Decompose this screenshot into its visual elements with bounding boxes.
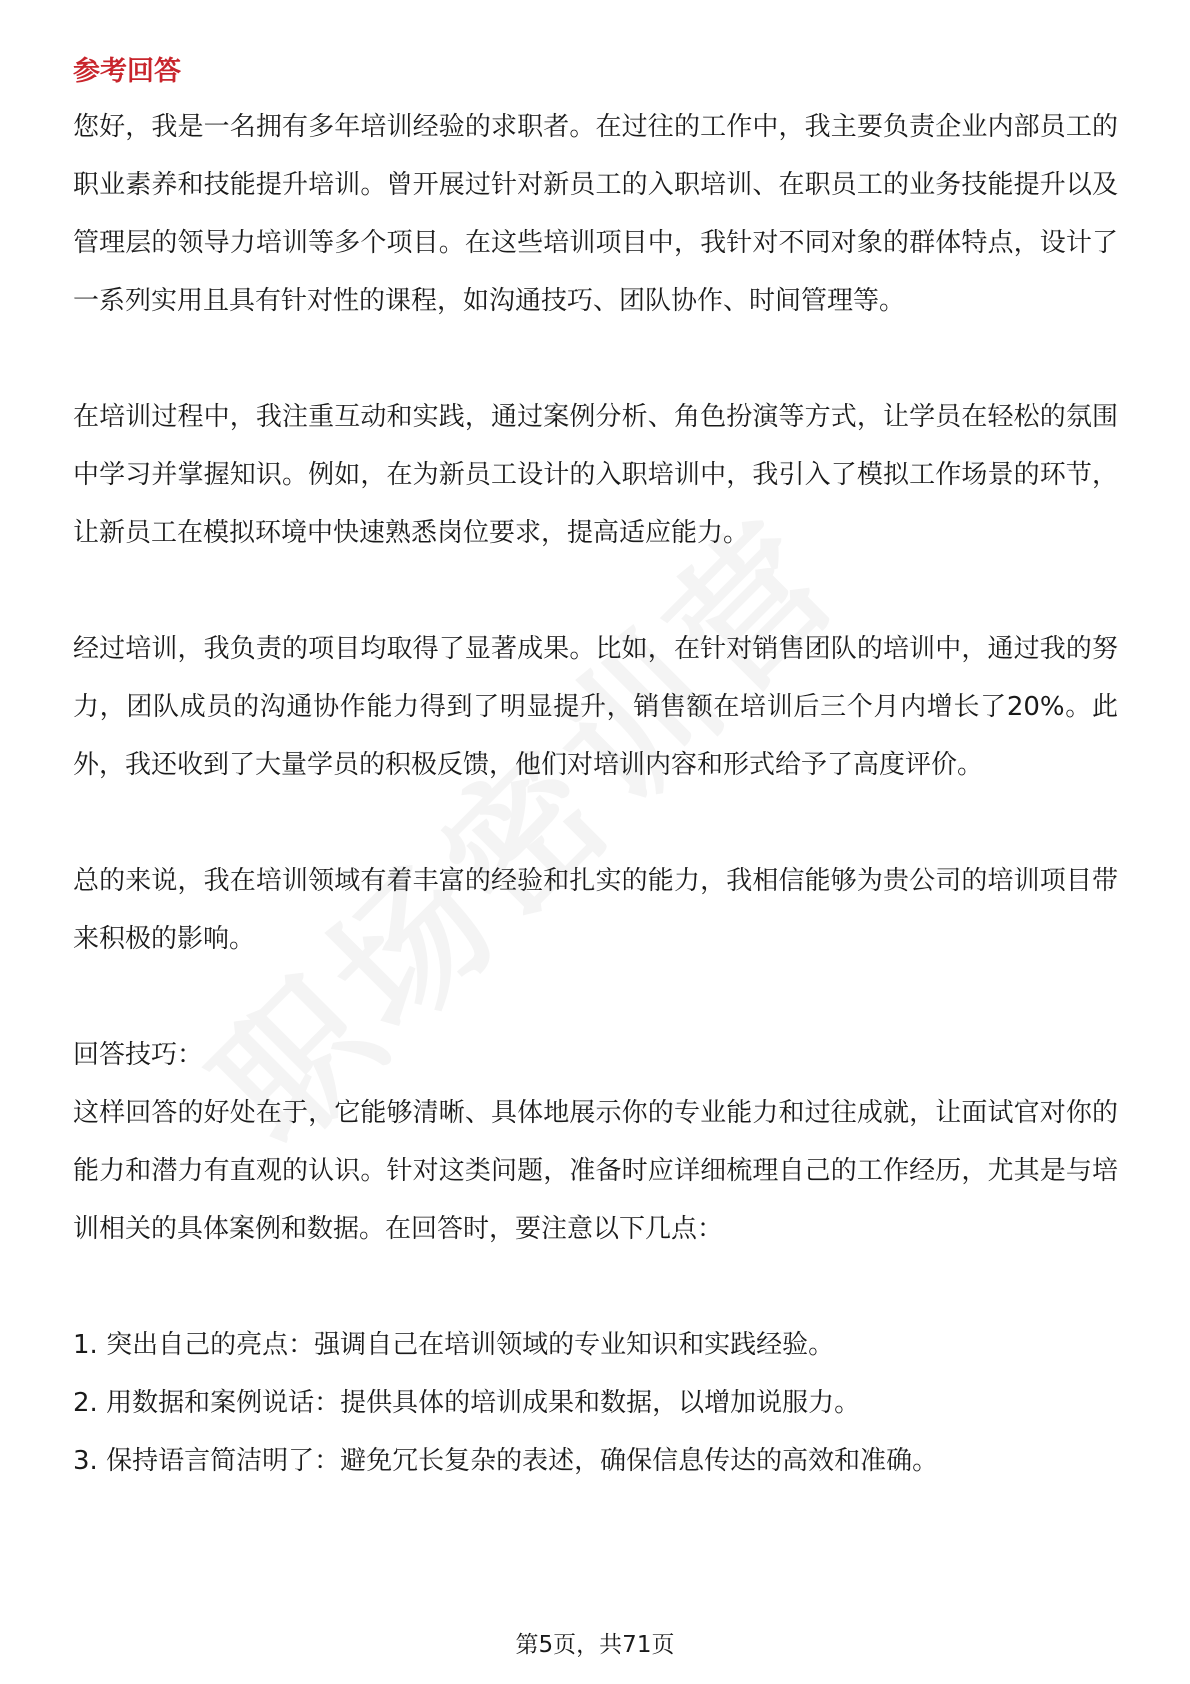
tips-paragraph: 这样回答的好处在于，它能够清晰、具体地展示你的专业能力和过往成就，让面试官对你的能力和潜力有直观的认识。针对这类问题，准备时应详细梳理自己的工作经历，尤其是与培训相关的具体案例和数据。在回答时，要注意以下几点： bbox=[73, 1098, 1118, 1244]
tips-label: 回答技巧： bbox=[73, 1040, 204, 1070]
paragraph-gap bbox=[73, 968, 1118, 1026]
page-content bbox=[73, 46, 1118, 1490]
list-item: 3. 保持语言简洁明了：避免冗长复杂的表述，确保信息传达的高效和准确。 bbox=[73, 1446, 939, 1476]
answer-paragraph-3: 经过培训，我负责的项目均取得了显著成果。比如，在针对销售团队的培训中，通过我的努力，团队成员的沟通协作能力得到了明显提升，销售额在培训后三个月内增长了20%。此外，我还收到了大量学员的积极反馈，他们对培训内容和形式给予了高度评价。 bbox=[73, 634, 1118, 780]
answer-paragraph-2: 在培训过程中，我注重互动和实践，通过案例分析、角色扮演等方式，让学员在轻松的氛围中学习并掌握知识。例如，在为新员工设计的入职培训中，我引入了模拟工作场景的环节，让新员工在模拟环境中快速熟悉岗位要求，提高适应能力。 bbox=[73, 402, 1118, 548]
paragraph-gap bbox=[73, 1258, 1118, 1316]
paragraph-gap bbox=[73, 794, 1118, 852]
answer-paragraph-1: 您好，我是一名拥有多年培训经验的求职者。在过往的工作中，我主要负责企业内部员工的职业素养和技能提升培训。曾开展过针对新员工的入职培训、在职员工的业务技能提升以及管理层的领导力培训等多个项目。在这些培训项目中，我针对不同对象的群体特点，设计了一系列实用且具有针对性的课程，如沟通技巧、团队协作、时间管理等。 bbox=[73, 112, 1118, 316]
paragraph-gap bbox=[73, 562, 1118, 620]
section-heading: 参考回答 bbox=[73, 56, 181, 87]
list-item: 1. 突出自己的亮点：强调自己在培训领域的专业知识和实践经验。 bbox=[73, 1330, 835, 1360]
page-number-footer: 第5页，共71页 bbox=[515, 1632, 675, 1658]
paragraph-gap bbox=[73, 330, 1118, 388]
answer-paragraph-4: 总的来说，我在培训领域有着丰富的经验和扎实的能力，我相信能够为贵公司的培训项目带来积极的影响。 bbox=[73, 866, 1118, 954]
list-item: 2. 用数据和案例说话：提供具体的培训成果和数据，以增加说服力。 bbox=[73, 1388, 861, 1418]
